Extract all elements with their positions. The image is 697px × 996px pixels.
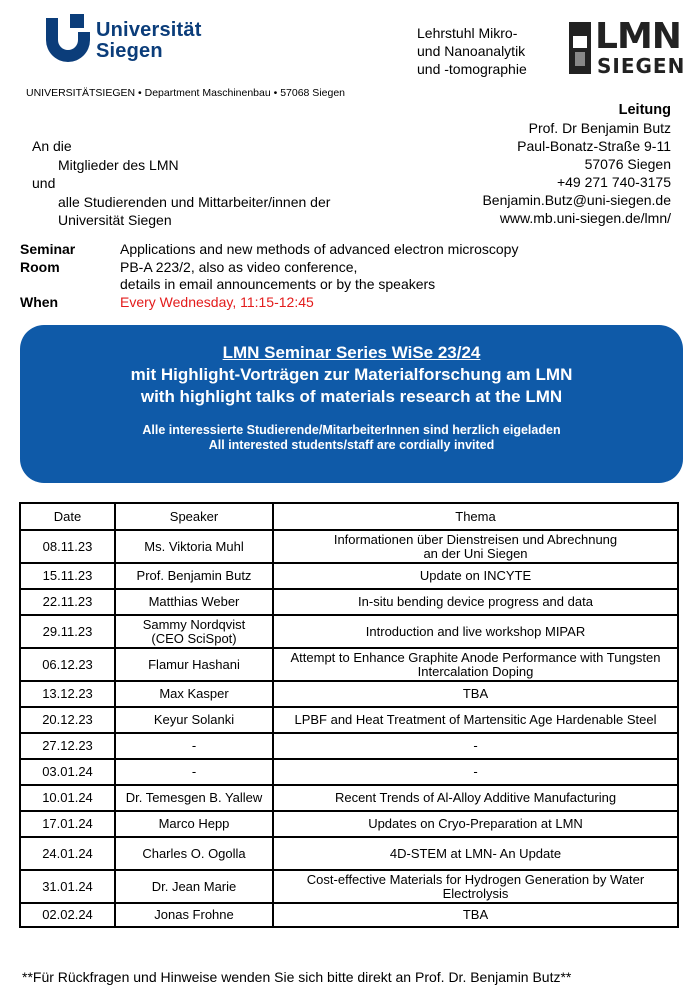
cell-topic [273, 648, 678, 681]
contact-heading: Leitung [618, 102, 671, 118]
cell-topic [273, 589, 678, 615]
seminar-info [20, 241, 518, 311]
footer-note: **Für Rückfragen und Hinweise wenden Sie sich bitte direkt an Prof. Dr. Benjamin Butz** [22, 969, 572, 985]
table-row [20, 530, 678, 563]
cell-speaker [115, 870, 273, 903]
cell-speaker [115, 530, 273, 563]
when-label: When [20, 293, 59, 310]
schedule-table [19, 502, 679, 928]
table-row [20, 837, 678, 870]
cell-topic-text: TBA [462, 686, 489, 701]
cell-speaker-text: Marco Hepp [158, 816, 230, 831]
table-row [20, 733, 678, 759]
cell-date [20, 903, 115, 927]
table-row [20, 681, 678, 707]
chair-line3: und -tomographie [417, 61, 527, 77]
cell-topic-text: LPBF and Heat Treatment of Martensitic Age Hardenable Steel [294, 712, 657, 727]
university-logo [44, 14, 214, 70]
cell-date-text: 22.11.23 [42, 594, 93, 609]
chair-line2: und Nanoanalytik [417, 43, 526, 59]
cell-topic [273, 837, 678, 870]
cell-date [20, 811, 115, 837]
banner-invite-en: All interested students/staff are cordially invited [208, 438, 495, 452]
banner-invite-de: Alle interessierte Studierende/MitarbeiterInnen sind herzlich eigeladen [142, 423, 561, 437]
table-header-row [20, 503, 678, 530]
cell-speaker [115, 837, 273, 870]
cell-date-text: 02.02.24 [42, 907, 93, 922]
cell-topic-text: Updates on Cryo-Preparation at LMN [368, 816, 583, 831]
header-speaker: Speaker [115, 503, 273, 530]
cell-topic [273, 785, 678, 811]
cell-topic-text: - [473, 764, 478, 779]
cell-topic-text: Informationen über Dienstreisen und Abrechnung [333, 531, 618, 547]
cell-topic-text: an der Uni Siegen [423, 545, 528, 561]
cell-date-text: 17.01.24 [42, 816, 93, 831]
cell-topic-text: In-situ bending device progress and data [358, 594, 593, 609]
recipients-line2: Mitglieder des LMN [58, 156, 179, 173]
cell-date-text: 29.11.23 [42, 623, 93, 639]
cell-date [20, 870, 115, 903]
cell-date-text: 15.11.23 [42, 568, 93, 583]
table-row [20, 615, 678, 648]
chair-name [417, 24, 567, 78]
cell-topic [273, 811, 678, 837]
cell-date-text: 31.01.24 [42, 878, 93, 894]
room-label: Room [20, 258, 60, 275]
seminar-label: Seminar [20, 241, 76, 257]
cell-topic-text: Electrolysis [442, 885, 509, 901]
when-value: Every Wednesday, 11:15-12:45 [120, 293, 314, 310]
table-row [20, 785, 678, 811]
banner-subtitle-de: mit Highlight-Vorträgen zur Materialforschung am LMN [130, 365, 573, 384]
cell-speaker [115, 707, 273, 733]
cell-topic [273, 681, 678, 707]
table-row [20, 903, 678, 927]
recipients-line3: und [32, 175, 56, 191]
cell-speaker-text: (CEO SciSpot) [151, 630, 237, 646]
cell-date [20, 530, 115, 563]
university-name-line2: Siegen [96, 40, 163, 62]
cell-speaker [115, 563, 273, 589]
cell-topic [273, 733, 678, 759]
cell-date [20, 733, 115, 759]
contact-name: Prof. Dr Benjamin Butz [528, 120, 671, 136]
table-row [20, 870, 678, 903]
cell-date [20, 615, 115, 648]
cell-date-text: 27.12.23 [42, 738, 93, 753]
contact-city: 57076 Siegen [584, 156, 671, 172]
cell-speaker [115, 759, 273, 785]
cell-topic-text: Attempt to Enhance Graphite Anode Performance with Tungsten [290, 649, 661, 665]
banner-subtitle-en: with highlight talks of materials research at the LMN [140, 387, 563, 406]
seminar-banner [20, 325, 683, 483]
cell-speaker-text: Prof. Benjamin Butz [136, 568, 252, 583]
cell-topic-text: Recent Trends of Al-Alloy Additive Manufacturing [334, 790, 617, 805]
cell-speaker [115, 785, 273, 811]
cell-speaker [115, 589, 273, 615]
university-name [96, 20, 202, 62]
table-row [20, 563, 678, 589]
cell-date [20, 837, 115, 870]
table-row [20, 707, 678, 733]
seminar-value: Applications and new methods of advanced electron microscopy [120, 241, 519, 257]
cell-speaker-text: Ms. Viktoria Muhl [144, 538, 244, 554]
cell-topic [273, 615, 678, 648]
cell-topic-text: Cost-effective Materials for Hydrogen Generation by Water [306, 871, 645, 887]
recipients-line4: alle Studierenden und Mittarbeiter/innen der [58, 193, 331, 210]
cell-date-text: 13.12.23 [42, 686, 93, 701]
cell-topic [273, 530, 678, 563]
cell-topic-text: 4D-STEM at LMN- An Update [389, 845, 562, 861]
cell-speaker [115, 648, 273, 681]
table-row [20, 811, 678, 837]
cell-speaker-text: Matthias Weber [148, 594, 240, 609]
cell-speaker-text: Dr. Jean Marie [151, 878, 237, 894]
cell-speaker [115, 903, 273, 927]
table-row [20, 589, 678, 615]
university-name-line1: Universität [96, 19, 202, 41]
cell-topic [273, 759, 678, 785]
microscope-icon [569, 22, 591, 74]
cell-speaker [115, 733, 273, 759]
cell-speaker [115, 811, 273, 837]
banner-title: LMN Seminar Series WiSe 23/24 [222, 343, 481, 362]
cell-topic [273, 707, 678, 733]
cell-date [20, 707, 115, 733]
lmn-logo [569, 16, 686, 78]
cell-date [20, 563, 115, 589]
cell-topic-text: Introduction and live workshop MIPAR [365, 623, 586, 639]
room-value: PB-A 223/2, also as video conference, [120, 258, 358, 275]
cell-speaker-text: Charles O. Ogolla [142, 845, 246, 861]
cell-speaker-text: Keyur Solanki [153, 712, 235, 727]
room-value-details: details in email announcements or by the speakers [120, 276, 436, 292]
header-topic: Thema [273, 503, 678, 530]
sender-line: UNIVERSITÄTSIEGEN • Department Maschinenbau • 57068 Siegen [26, 87, 346, 99]
lmn-logo-sub: SIEGEN [597, 54, 686, 78]
contact-street: Paul-Bonatz-Straße 9-11 [517, 138, 671, 154]
cell-date-text: 24.01.24 [42, 845, 93, 861]
table-row [20, 759, 678, 785]
cell-topic [273, 903, 678, 927]
cell-speaker-text: - [191, 738, 197, 753]
cell-date [20, 785, 115, 811]
cell-speaker [115, 681, 273, 707]
cell-date [20, 759, 115, 785]
contact-email[interactable]: Benjamin.Butz@uni-siegen.de [482, 192, 671, 208]
cell-topic [273, 870, 678, 903]
cell-speaker [115, 615, 273, 648]
cell-date-text: 10.01.24 [42, 790, 93, 805]
recipients-line5: Universität Siegen [58, 212, 172, 228]
cell-date [20, 681, 115, 707]
cell-date-text: 03.01.24 [42, 764, 93, 779]
cell-topic [273, 563, 678, 589]
cell-speaker-text: Max Kasper [159, 686, 229, 701]
contact-phone: +49 271 740-3175 [556, 174, 671, 190]
cell-topic-text: TBA [462, 907, 489, 922]
university-mark-icon [44, 14, 92, 62]
contact-web[interactable]: www.mb.uni-siegen.de/lmn/ [499, 210, 671, 226]
cell-speaker-text: - [191, 764, 197, 779]
table-row [20, 648, 678, 681]
header-date: Date [20, 503, 115, 530]
cell-speaker-text: Flamur Hashani [148, 656, 240, 672]
cell-date-text: 08.11.23 [42, 538, 93, 554]
chair-line1: Lehrstuhl Mikro- [417, 25, 518, 41]
cell-speaker-text: Jonas Frohne [154, 907, 234, 922]
cell-date [20, 648, 115, 681]
cell-speaker-text: Dr. Temesgen B. Yallew [125, 790, 263, 805]
cell-date-text: 20.12.23 [42, 712, 93, 727]
cell-date-text: 06.12.23 [42, 656, 93, 672]
cell-date [20, 589, 115, 615]
lmn-logo-word: LMN [595, 16, 681, 57]
cell-topic-text: - [473, 738, 478, 753]
contact-block [482, 100, 671, 227]
cell-topic-text: Update on INCYTE [419, 568, 532, 583]
recipients-block [32, 137, 330, 230]
cell-speaker-text: Sammy Nordqvist [142, 616, 246, 632]
recipients-line1: An die [32, 138, 72, 154]
cell-topic-text: Intercalation Doping [417, 663, 534, 679]
